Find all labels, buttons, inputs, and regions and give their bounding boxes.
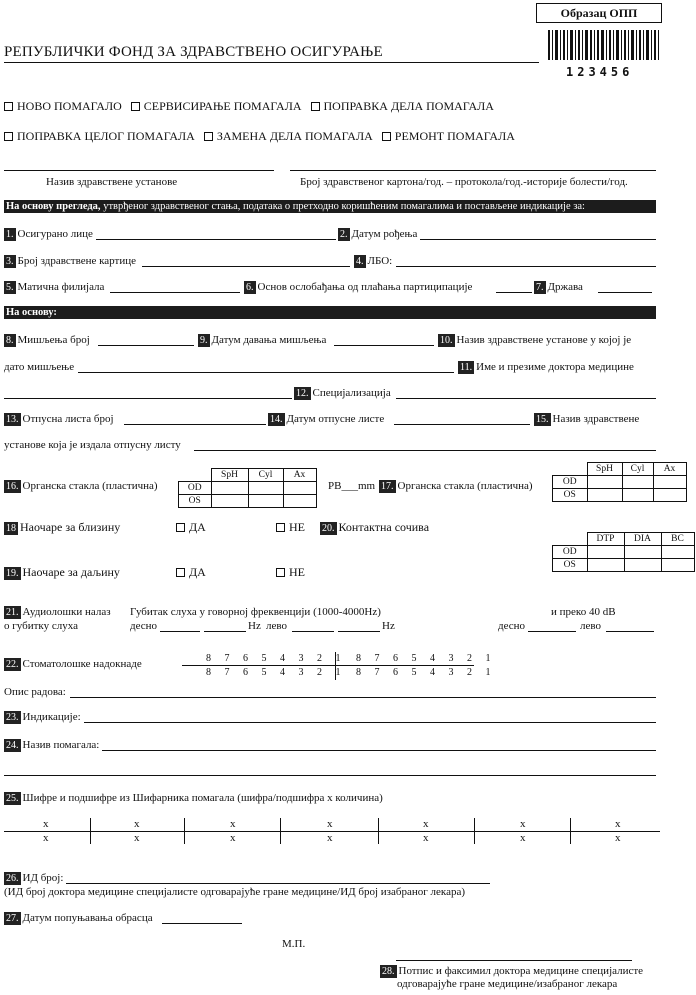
field-28-label-cont: одговарајуће гране медицине/изабраног лекара: [397, 978, 618, 990]
option-new[interactable]: НОВО ПОМАГАЛО: [4, 99, 122, 113]
contact-lens-grid: DTP DIA BC OD OS: [552, 532, 695, 572]
branch-input[interactable]: [110, 292, 240, 293]
field-4-label: 4. ЛБО:: [356, 255, 393, 268]
option-part-repair[interactable]: ПОПРАВКА ДЕЛА ПОМАГАЛА: [311, 99, 494, 113]
device-name-input[interactable]: [102, 750, 656, 751]
hz-2-label: Hz: [382, 620, 395, 632]
option-row-1: [4, 99, 494, 114]
right-ear-2-label: десно: [498, 620, 526, 632]
field-22-label: 22. Стоматолошке надокнаде: [6, 658, 142, 671]
field-27-label: 27. Датум попуњавања обрасца: [6, 912, 153, 925]
discharge-institution-input[interactable]: [194, 450, 656, 451]
near-no-option[interactable]: НЕ: [276, 520, 305, 535]
field-5-label: 5. Матична филијала: [6, 281, 105, 294]
field-12-label: 12. Специјализација: [296, 387, 391, 400]
field-15-label: 15. Назив здравствене: [536, 413, 640, 426]
glasses-grid-16: SpH Cyl Ax OD OS: [178, 468, 317, 508]
field-3-label: 3. Број здравствене картице: [6, 255, 136, 268]
right-ear-1b-input[interactable]: [204, 631, 246, 632]
checkbox[interactable]: [176, 568, 185, 577]
field-26-caption: (ИД број доктора медицине специјалисте одговарајуће гране медицине/ИД број изабраног лекара): [4, 886, 466, 898]
barcode-number: 123456: [566, 65, 634, 79]
code-cell[interactable]: x: [43, 818, 49, 830]
card-caption: Број здравственог картона/год. – протокола/год.-историје болести/год.: [300, 176, 628, 188]
left-ear-1-label: лево: [266, 620, 287, 632]
form-code-box: Образац ОПП: [536, 3, 662, 23]
right-ear-2-input[interactable]: [528, 631, 576, 632]
option-part-replace[interactable]: ЗАМЕНА ДЕЛА ПОМАГАЛА: [204, 129, 373, 143]
dental-chart-divider: [182, 665, 474, 666]
birth-date-input[interactable]: [420, 239, 656, 240]
field-21-label: 21. Аудиолошки налаз: [6, 606, 111, 619]
field-9-label: 9. Датум давања мишљења: [200, 334, 327, 347]
code-cell[interactable]: x: [423, 832, 429, 844]
org-name: РЕПУБЛИЧКИ ФОНД ЗА ЗДРАВСТВЕНО ОСИГУРАЊЕ: [4, 44, 383, 60]
field-17-label: 17. Органска стакла (пластична): [381, 480, 533, 493]
country-input[interactable]: [598, 292, 652, 293]
codes-separator: [90, 818, 91, 844]
institution-caption: Назив здравствене установе: [46, 176, 178, 188]
field-7-label: 7. Држава: [536, 281, 583, 294]
field-2-label: 2. Датум рођења: [340, 228, 418, 241]
institution-field[interactable]: [4, 170, 274, 171]
code-cell[interactable]: x: [615, 818, 621, 830]
signature-line[interactable]: [396, 960, 632, 961]
teeth-upper-right[interactable]: 8 7 6 5 4 3 2 1: [206, 653, 346, 664]
right-ear-1-label: десно: [130, 620, 158, 632]
section-bar-basis: На основу:: [4, 306, 656, 319]
field-20-label: 20. Контактна сочива: [322, 520, 430, 534]
field-28-label: 28. Потпис и факсимил доктора медицине специјалисте: [382, 965, 644, 978]
field-10-label-cont: дато мишљење: [4, 361, 75, 373]
lbo-input[interactable]: [396, 266, 656, 267]
codes-separator: [378, 818, 379, 844]
hearing-loss-caption: Губитак слуха у говорној фреквенцији (1000-4000Hz): [130, 606, 381, 618]
field-18-label: 18 Наочаре за близину: [6, 520, 121, 534]
opinion-number-input[interactable]: [98, 345, 194, 346]
code-cell[interactable]: x: [230, 818, 236, 830]
code-cell[interactable]: x: [423, 818, 429, 830]
opinion-institution-input[interactable]: [78, 372, 454, 373]
doctor-name-input[interactable]: [4, 398, 292, 399]
code-cell[interactable]: x: [43, 832, 49, 844]
checkbox[interactable]: [176, 523, 185, 532]
checkbox[interactable]: [382, 132, 391, 141]
right-ear-1-input[interactable]: [160, 631, 200, 632]
checkbox[interactable]: [276, 568, 285, 577]
teeth-lower-left[interactable]: 8 7 6 5 4 3 2 1: [356, 667, 496, 678]
card-number-field[interactable]: [290, 170, 656, 171]
near-yes-option[interactable]: ДА: [176, 520, 206, 535]
far-no-option[interactable]: НЕ: [276, 565, 305, 580]
left-ear-1b-input[interactable]: [338, 631, 380, 632]
work-description-label: Опис радова:: [4, 686, 66, 698]
teeth-lower-right[interactable]: 8 7 6 5 4 3 2 1: [206, 667, 346, 678]
field-11-label: 11. Име и презиме доктора медицине: [460, 361, 634, 374]
discharge-number-input[interactable]: [124, 424, 266, 425]
health-card-input[interactable]: [142, 266, 350, 267]
code-cell[interactable]: x: [327, 832, 333, 844]
field-1-label: 1. Осигурано лице: [6, 228, 93, 241]
code-cell[interactable]: x: [520, 818, 526, 830]
option-service[interactable]: СЕРВИСИРАЊЕ ПОМАГАЛА: [131, 99, 302, 113]
field-25-label: 25. Шифре и подшифре из Шифарника помагала (шифра/подшифра x количина): [6, 792, 383, 805]
checkbox[interactable]: [4, 102, 13, 111]
checkbox[interactable]: [276, 523, 285, 532]
field-6-label: 6. Основ ослобађања од плаћања партиципације: [246, 281, 473, 294]
field-26-label: 26. ИД број:: [6, 872, 64, 885]
field-24-label: 24. Назив помагала:: [6, 739, 100, 752]
code-cell[interactable]: x: [134, 832, 140, 844]
code-cell[interactable]: x: [615, 832, 621, 844]
field-16-label: 16. Органска стакла (пластична): [6, 480, 158, 493]
indications-input[interactable]: [84, 722, 656, 723]
field-8-label: 8. Мишљења број: [6, 334, 90, 347]
codes-separator: [474, 818, 475, 844]
work-description-input[interactable]: [70, 697, 656, 698]
stamp-place-label: М.П.: [282, 938, 306, 950]
code-cell[interactable]: x: [134, 818, 140, 830]
option-overhaul[interactable]: РЕМОНТ ПОМАГАЛА: [382, 129, 515, 143]
glasses-grid-17: SpH Cyl Ax OD OS: [552, 462, 687, 502]
field-14-label: 14. Датум отпусне листе: [270, 413, 385, 426]
field-10-label: 10. Назив здравствене установе у којој је: [440, 334, 632, 347]
checkbox[interactable]: [4, 132, 13, 141]
field-21-label-cont: о губитку слуха: [4, 620, 78, 632]
checkbox[interactable]: [204, 132, 213, 141]
fill-date-input[interactable]: [162, 923, 242, 924]
field-23-label: 23. Индикације:: [6, 711, 81, 724]
pb-field[interactable]: PB___mm: [328, 480, 376, 492]
codes-separator: [184, 818, 185, 844]
codes-separator: [280, 818, 281, 844]
left-ear-2-label: лево: [580, 620, 601, 632]
field-19-label: 19. Наочаре за даљину: [6, 565, 120, 579]
code-cell[interactable]: x: [327, 818, 333, 830]
far-yes-option[interactable]: ДА: [176, 565, 206, 580]
field-15-label-cont: установе која је издала отпусну листу: [4, 439, 181, 451]
left-ear-2-input[interactable]: [606, 631, 654, 632]
org-underline: [4, 62, 539, 63]
teeth-upper-left[interactable]: 8 7 6 5 4 3 2 1: [356, 653, 496, 664]
option-row-2: [4, 129, 515, 144]
left-ear-1-input[interactable]: [292, 631, 334, 632]
checkbox[interactable]: [311, 102, 320, 111]
hz-1-label: Hz: [248, 620, 261, 632]
opinion-date-input[interactable]: [334, 345, 434, 346]
discharge-date-input[interactable]: [394, 424, 530, 425]
exemption-input[interactable]: [496, 292, 532, 293]
over-40db-caption: и преко 40 dB: [551, 606, 616, 618]
insured-person-input[interactable]: [96, 239, 336, 240]
codes-separator: [570, 818, 571, 844]
id-number-input[interactable]: [66, 883, 490, 884]
code-cell[interactable]: x: [230, 832, 236, 844]
field-13-label: 13. Отпусна листа број: [6, 413, 114, 426]
device-name-input-2[interactable]: [4, 775, 656, 776]
specialization-input[interactable]: [396, 398, 656, 399]
checkbox[interactable]: [131, 102, 140, 111]
option-full-repair[interactable]: ПОПРАВКА ЦЕЛОГ ПОМАГАЛА: [4, 129, 195, 143]
section-bar-examination: На основу прегледа, утврђеног здравственог стања, података о претходно коришћеним помагалима и постављене индикације за:: [4, 200, 656, 213]
code-cell[interactable]: x: [520, 832, 526, 844]
